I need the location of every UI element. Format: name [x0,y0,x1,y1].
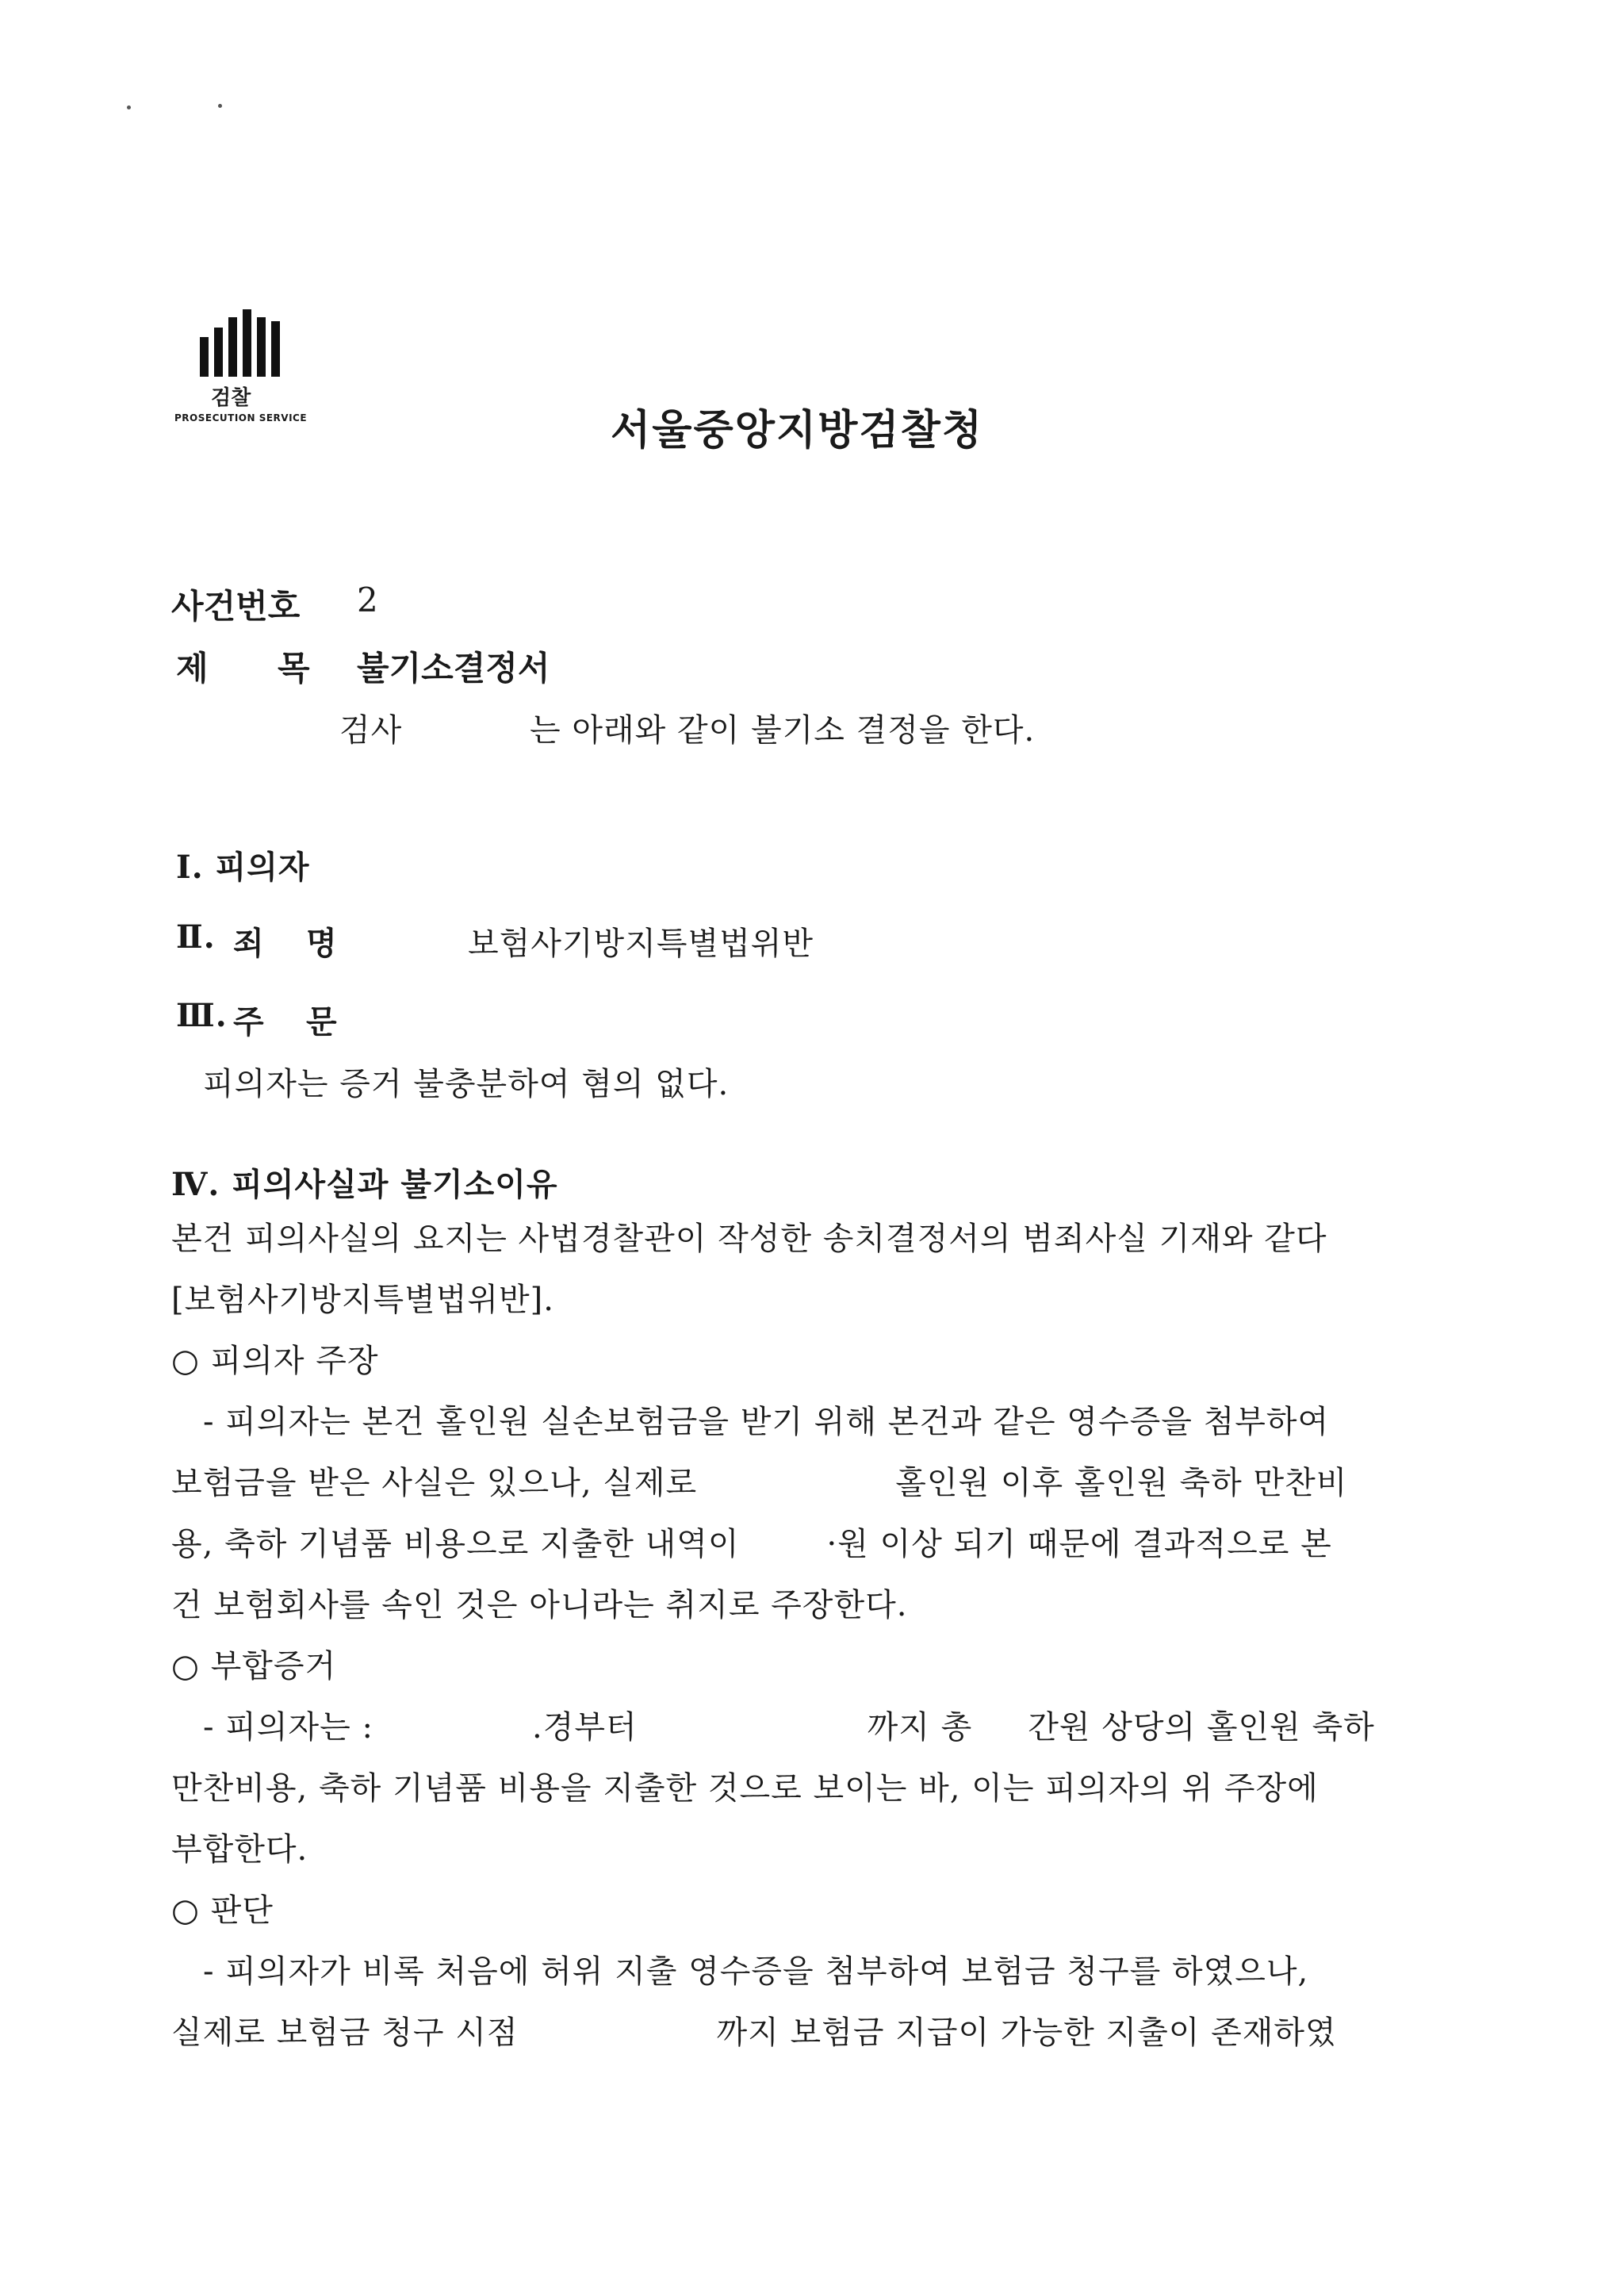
claim-heading: ○ 피의자 주장 [171,1343,379,1379]
body-line: - 피의자가 비록 처음에 허위 지출 영수증을 첨부하여 보험금 청구를 하였으나, [203,1953,1309,1990]
body-segment: 실제로 보험금 청구 시점 [171,2014,519,2051]
body-segment: .경부터 [531,1709,638,1746]
body-line [171,1697,1459,1758]
body-line [171,2003,1459,2064]
case-number-label: 사건번호 [171,587,301,626]
section-2-label-char-2: 명 [306,925,338,962]
scan-speck [218,104,222,108]
section-3-numeral: Ⅲ. [176,997,228,1034]
body-line: 만찬비용, 축하 기념품 비용을 지출한 것으로 보이는 바, 이는 피의자의 위 주장에 [171,1770,1319,1807]
charge-name: 보험사기방지특별법위반 [468,926,814,962]
body-segment: 까지 총 [867,1709,973,1746]
section-2-label-char-1: 죄 [233,925,265,962]
section-3-label-char-2: 문 [306,1003,338,1041]
subject-label-char-2: 목 [278,649,310,688]
body-segment: 간원 상당의 홀인원 축하 [1028,1709,1375,1746]
body-text [171,1209,1459,2064]
intro-prefix: 검사 [339,712,403,749]
logo-bars-icon [198,309,278,377]
evidence-heading: ○ 부합증거 [171,1648,337,1685]
body-line: 부합한다. [171,1831,308,1868]
section-1-heading: Ⅰ. 피의자 [176,849,310,886]
section-4-heading: Ⅳ. 피의사실과 불기소이유 [171,1166,558,1203]
logo-text-en: PROSECUTION SERVICE [174,412,308,424]
logo-text-kr: 검찰 [211,386,251,410]
section-2-numeral: Ⅱ. [176,918,216,956]
body-segment: - 피의자는 : [203,1709,373,1746]
disposition-text: 피의자는 증거 불충분하여 혐의 없다. [203,1066,730,1102]
body-segment: 보험금을 받은 사실은 있으나, 실제로 [171,1465,698,1501]
body-line: 건 보험회사를 속인 것은 아니라는 취지로 주장한다. [171,1587,908,1623]
case-number-value: 2 [357,581,378,619]
section-3-label-char-1: 주 [233,1003,265,1041]
body-line [171,1453,1459,1514]
scan-speck [127,105,131,109]
body-line [171,1514,1459,1575]
body-segment: 까지 보험금 지급이 가능한 지출이 존재하였 [716,2014,1337,2051]
document-title: 불기소결정서 [357,649,550,688]
prosecution-logo [174,309,317,424]
body-segment: 홀인원 이후 홀인원 축하 만찬비 [895,1465,1348,1501]
subject-label-char-1: 제 [176,649,209,688]
organization-name: 서울중앙지방검찰청 [611,406,984,454]
body-line: [보험사기방지특별법위반]. [171,1282,554,1318]
body-segment: 용, 축하 기념품 비용으로 지출한 내역이 [171,1526,740,1562]
body-line: 본건 피의사실의 요지는 사법경찰관이 작성한 송치결정서의 범죄사실 기재와 같다 [171,1221,1327,1257]
intro-suffix: 는 아래와 같이 불기소 결정을 한다. [530,712,1036,749]
body-segment: ·원 이상 되기 때문에 결과적으로 본 [826,1526,1332,1562]
judgment-heading: ○ 판단 [171,1892,274,1929]
body-line: - 피의자는 본건 홀인원 실손보험금을 받기 위해 본건과 같은 영수증을 첨부하여 [203,1404,1330,1440]
